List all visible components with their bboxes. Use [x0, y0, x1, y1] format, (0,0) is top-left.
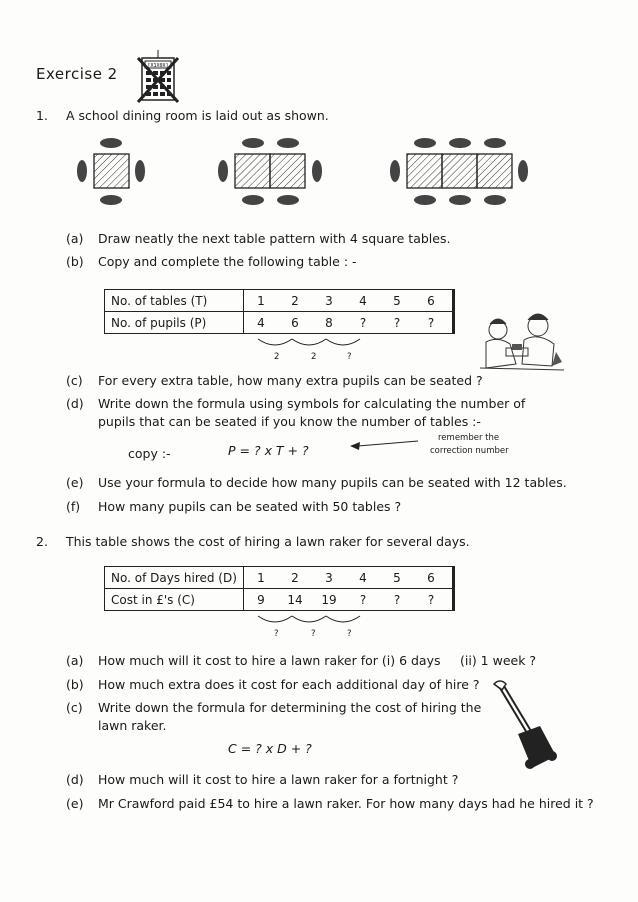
table-cell: 1 — [257, 570, 265, 585]
q1f-text: How many pupils can be seated with 50 tables ? — [98, 499, 402, 514]
q1a-label: (a) — [66, 231, 84, 246]
note-line1: remember the — [438, 433, 500, 443]
table-cell: 3 — [325, 293, 333, 308]
q1f-label: (f) — [66, 499, 81, 514]
table-cell: ? — [427, 315, 435, 330]
table-row-header: No. of pupils (P) — [105, 312, 244, 334]
table-cell: 19 — [321, 592, 337, 607]
arrow-icon — [348, 438, 420, 452]
table-cell: ? — [427, 592, 435, 607]
lawn-raker-illustration — [488, 676, 560, 772]
q1b-text: Copy and complete the following table : - — [98, 254, 357, 269]
note-line2: correction number — [430, 446, 509, 456]
q1b-label: (b) — [66, 254, 84, 269]
exercise-title: Exercise 2 — [36, 65, 118, 83]
table-cell: ? — [393, 315, 401, 330]
table-cell: 4 — [359, 293, 367, 308]
table-row-header: No. of tables (T) — [105, 290, 244, 312]
q2c-label: (c) — [66, 700, 83, 715]
difference-label: ? — [347, 629, 352, 639]
difference-label: 2 — [311, 352, 317, 362]
table-cell: ? — [359, 592, 367, 607]
q1e-label: (e) — [66, 475, 84, 490]
q2c-text-line1: Write down the formula for determining the cost of hiring the — [98, 700, 482, 715]
q1a-text: Draw neatly the next table pattern with 4 square tables. — [98, 231, 451, 246]
table-pattern-2 — [218, 138, 322, 205]
table-cell: 6 — [427, 570, 435, 585]
table-row — [105, 589, 454, 611]
q1c-label: (c) — [66, 373, 83, 388]
days-cost-table — [104, 566, 455, 611]
table-cell: ? — [393, 592, 401, 607]
q2c-text-line2: lawn raker. — [98, 718, 167, 733]
q2d-label: (d) — [66, 772, 84, 787]
q2d-text: How much will it cost to hire a lawn raker for a fortnight ? — [98, 772, 459, 787]
copy-label: copy :- — [128, 446, 171, 461]
difference-label: 2 — [274, 352, 280, 362]
table-row-header: Cost in £'s (C) — [105, 589, 244, 611]
difference-label: ? — [274, 629, 279, 639]
q1d-text-line1: Write down the formula using symbols for calculating the number of — [98, 396, 526, 411]
table-cell: 6 — [291, 315, 299, 330]
difference-arcs — [250, 614, 370, 628]
q1c-text: For every extra table, how many extra pupils can be seated ? — [98, 373, 483, 388]
difference-arcs — [250, 337, 370, 351]
pupils-eating-illustration — [476, 312, 568, 376]
q2b-label: (b) — [66, 677, 84, 692]
table-cell: 8 — [325, 315, 333, 330]
table-row — [105, 567, 454, 589]
svg-text:[X1X0X]: [X1X0X] — [147, 63, 169, 69]
table-cell: 3 — [325, 570, 333, 585]
q2-intro: This table shows the cost of hiring a lawn raker for several days. — [66, 534, 470, 549]
q2a-label: (a) — [66, 653, 84, 668]
q2b-text: How much extra does it cost for each additional day of hire ? — [98, 677, 480, 692]
table-pattern-3 — [390, 138, 528, 205]
table-cell: 2 — [291, 570, 299, 585]
table-cell: 1 — [257, 293, 265, 308]
cost-formula: C = ? x D + ? — [228, 741, 312, 756]
q2a-text-ii: (ii) 1 week ? — [460, 653, 537, 668]
difference-label: ? — [347, 352, 352, 362]
q1-intro: A school dining room is laid out as shown. — [66, 108, 329, 123]
table-cell: 5 — [393, 293, 401, 308]
table-cell: 14 — [287, 592, 303, 607]
table-cell: 2 — [291, 293, 299, 308]
table-cell: 9 — [257, 592, 265, 607]
table-row-header: No. of Days hired (D) — [105, 567, 244, 589]
q2-number: 2. — [36, 534, 48, 549]
tables-pupils-table — [104, 289, 455, 334]
dining-room-diagram — [70, 132, 530, 212]
q1-number: 1. — [36, 108, 48, 123]
no-calculator-icon — [138, 50, 178, 102]
table-pattern-1 — [77, 138, 145, 205]
table-row — [105, 312, 454, 334]
q2e-text: Mr Crawford paid £54 to hire a lawn raker. For how many days had he hired it ? — [98, 796, 594, 811]
q2e-label: (e) — [66, 796, 84, 811]
table-cell: 6 — [427, 293, 435, 308]
table-cell: 4 — [257, 315, 265, 330]
table-cell: 4 — [359, 570, 367, 585]
q1d-label: (d) — [66, 396, 84, 411]
q1e-text: Use your formula to decide how many pupils can be seated with 12 tables. — [98, 475, 567, 490]
pupils-formula: P = ? x T + ? — [228, 443, 309, 458]
table-row — [105, 290, 454, 312]
q2a-text: How much will it cost to hire a lawn raker for (i) 6 days — [98, 653, 441, 668]
q1d-text-line2: pupils that can be seated if you know the number of tables :- — [98, 414, 481, 429]
table-cell: ? — [359, 315, 367, 330]
table-cell: 5 — [393, 570, 401, 585]
difference-label: ? — [311, 629, 316, 639]
